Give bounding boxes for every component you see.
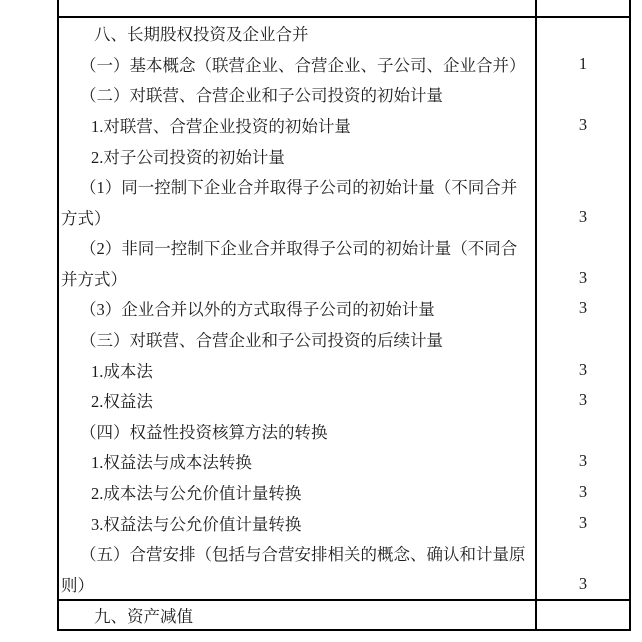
line-text: （2）非同一控制下企业合并取得子公司的初始计量（不同合 [80,239,518,259]
line-hours [535,538,629,569]
line-hours: 3 [535,293,629,324]
line-text: （二）对联营、合营企业和子公司投资的初始计量 [80,86,443,106]
line-text: 1.权益法与成本法转换 [91,453,252,473]
line-hours: 3 [535,385,629,416]
line-text: （3）企业合并以外的方式取得子公司的初始计量 [80,300,435,320]
table-line-row [59,354,629,385]
line-text: （五）合营安排（包括与合营安排相关的概念、确认和计量原 [80,545,526,565]
table-line-row [59,538,629,569]
table-line-row [59,18,629,49]
table-line-row [59,568,629,599]
line-hours: 3 [535,110,629,141]
table-line-row [59,446,629,477]
table-line-row [59,477,629,508]
line-hours [535,171,629,202]
line-hours [535,324,629,355]
line-text: 则） [61,575,94,595]
line-hours [535,18,629,49]
line-hours [535,140,629,171]
section-long-term-equity-investment [59,18,629,599]
line-hours [535,416,629,447]
line-hours: 3 [535,263,629,294]
table-row-asset-impairment [59,599,629,631]
syllabus-table [57,0,631,631]
table-line-row [59,140,629,171]
table-line-row [59,385,629,416]
line-text: 方式） [61,208,111,228]
table-top-partial-row [59,0,629,18]
line-text: （1）同一控制下企业合并取得子公司的初始计量（不同合并 [80,178,518,198]
table-line-row [59,263,629,294]
table-line-row [59,232,629,263]
line-text: 2.权益法 [91,392,153,412]
line-text: 2.对子公司投资的初始计量 [91,147,285,167]
line-hours: 3 [535,354,629,385]
partial-row-content [59,0,535,16]
line-text: 2.成本法与公允价值计量转换 [91,483,302,503]
line-text: 1.对联营、合营企业投资的初始计量 [91,117,351,137]
asset-impairment-hours [535,601,629,629]
line-text: 3.权益法与公允价值计量转换 [91,514,302,534]
line-hours: 3 [535,446,629,477]
line-hours: 3 [535,568,629,599]
table-line-row [59,110,629,141]
table-line-row [59,171,629,202]
table-line-row [59,49,629,80]
section-title-asset-impairment: 九、资产减值 [94,606,193,626]
line-text: （一）基本概念（联营企业、合营企业、子公司、企业合并） [80,55,526,75]
table-line-row [59,324,629,355]
line-hours: 1 [535,49,629,80]
line-text: （四）权益性投资核算方法的转换 [80,422,328,442]
table-line-row [59,201,629,232]
line-hours: 3 [535,507,629,538]
line-hours: 3 [535,477,629,508]
line-hours: 3 [535,201,629,232]
table-line-row [59,416,629,447]
line-hours [535,232,629,263]
table-line-row [59,507,629,538]
line-text: 并方式） [61,269,127,289]
table-line-row [59,293,629,324]
partial-row-hours [535,0,629,16]
table-line-row [59,79,629,110]
line-text: 八、长期股权投资及企业合并 [94,25,309,45]
line-hours [535,79,629,110]
line-text: （三）对联营、合营企业和子公司投资的后续计量 [80,331,443,351]
line-text: 1.成本法 [91,361,153,381]
